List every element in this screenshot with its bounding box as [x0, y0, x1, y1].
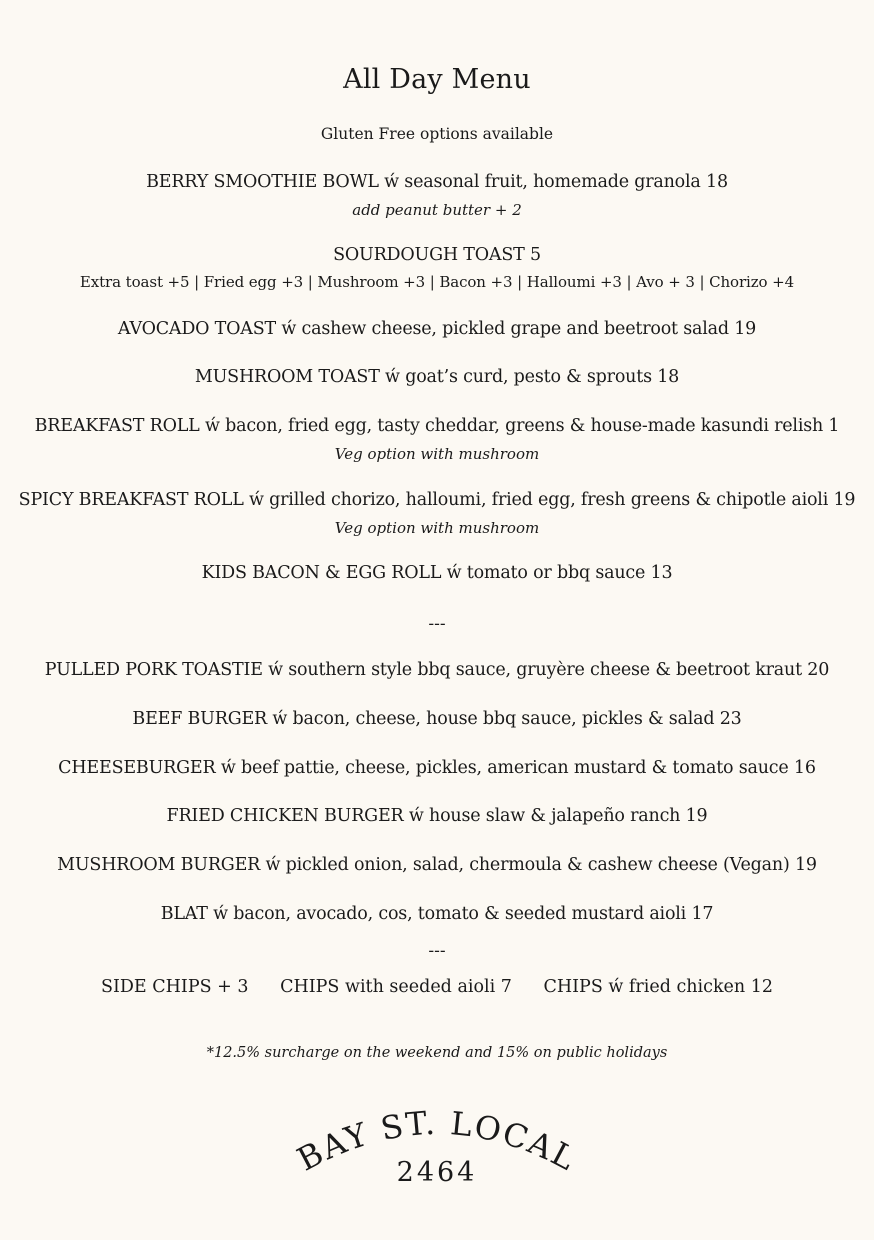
- bay-st-local-logo: [277, 1098, 597, 1208]
- menu-item-beef-burger: BEEF BURGER ẃ bacon, cheese, house bbq sauce, pickles & salad 23: [132, 709, 742, 729]
- chips-option: SIDE CHIPS + 3: [100, 977, 249, 997]
- menu-subtitle: Gluten Free options available: [320, 125, 554, 143]
- chips-row: [0, 977, 874, 997]
- menu-separator: ---: [428, 614, 446, 634]
- menu-item-kids-bacon-egg-roll: KIDS BACON & EGG ROLL ẃ tomato or bbq sauce 13: [201, 563, 673, 583]
- logo-postcode: 2464: [396, 1157, 478, 1188]
- menu-item-note: Veg option with mushroom: [334, 445, 540, 463]
- surcharge-note: *12.5% surcharge on the weekend and 15% on public holidays: [206, 1045, 668, 1061]
- chips-option: CHIPS with seeded aioli 7: [280, 977, 512, 997]
- menu-item-mushroom-toast: MUSHROOM TOAST ẃ goat’s curd, pesto & sprouts 18: [194, 367, 680, 387]
- chips-option: CHIPS ẃ fried chicken 12: [543, 977, 774, 997]
- menu-item-pulled-pork-toastie: PULLED PORK TOASTIE ẃ southern style bbq sauce, gruyère cheese & beetroot kraut 20: [44, 660, 830, 680]
- menu-item-breakfast-roll: BREAKFAST ROLL ẃ bacon, fried egg, tasty cheddar, greens & house-made kasundi relish 1: [34, 416, 840, 436]
- menu-item-sourdough-toast: SOURDOUGH TOAST 5: [333, 245, 541, 265]
- menu-item-note: Veg option with mushroom: [334, 519, 540, 537]
- menu-item-extras: Extra toast +5 | Fried egg +3 | Mushroom +3 | Bacon +3 | Halloumi +3 | Avo + 3 | Chorizo +4: [79, 273, 795, 291]
- menu-title: All Day Menu: [343, 64, 531, 95]
- menu-item-mushroom-burger: MUSHROOM BURGER ẃ pickled onion, salad, chermoula & cashew cheese (Vegan) 19: [57, 855, 817, 875]
- menu-item-cheeseburger: CHEESEBURGER ẃ beef pattie, cheese, pickles, american mustard & tomato sauce 16: [58, 758, 816, 778]
- menu-item-blat: BLAT ẃ bacon, avocado, cos, tomato & seeded mustard aioli 17: [160, 904, 714, 924]
- menu-separator: ---: [428, 941, 446, 961]
- menu-item-avocado-toast: AVOCADO TOAST ẃ cashew cheese, pickled grape and beetroot salad 19: [117, 319, 757, 339]
- menu-item-note: add peanut butter + 2: [352, 201, 522, 219]
- menu-item-spicy-breakfast-roll: SPICY BREAKFAST ROLL ẃ grilled chorizo, halloumi, fried egg, fresh greens & chipotle aioli 19: [18, 490, 856, 510]
- menu-item-berry-smoothie-bowl: BERRY SMOOTHIE BOWL ẃ seasonal fruit, homemade granola 18: [146, 172, 728, 192]
- logo-name: BAY ST. LOCAL: [290, 1103, 584, 1179]
- menu-item-fried-chicken-burger: FRIED CHICKEN BURGER ẃ house slaw & jalapeño ranch 19: [166, 806, 708, 826]
